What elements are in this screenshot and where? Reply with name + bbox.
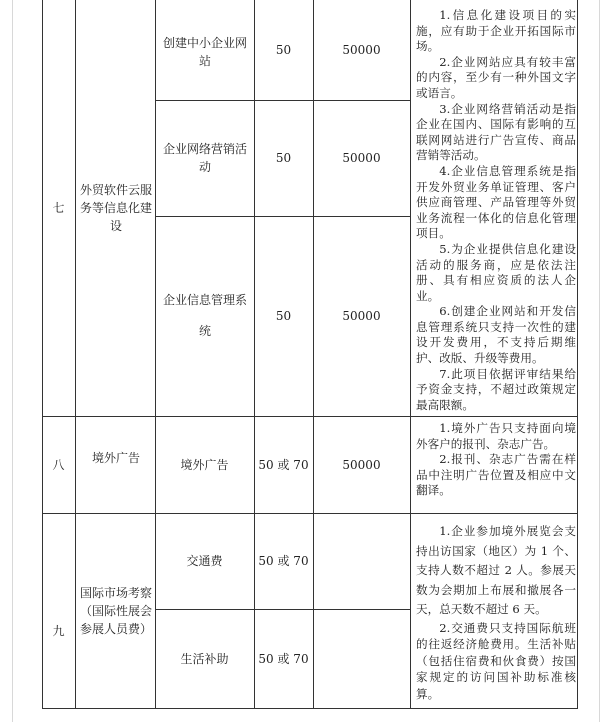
row-9-item-1-cap [313,513,410,609]
row-9-number: 九 [52,623,65,638]
row-7-item-3-name: 企业信息管理系统 [162,292,247,338]
row-9-item-2-name: 生活补助 [180,651,229,666]
row-8-notes [416,421,576,499]
col-line-1 [75,0,76,709]
row-9-note-1: 1.企业参加境外展览会支持出访国家（地区）为 1 个、支持人数不超过 2 人。参展天数为会期加上布展和撤展各一天，总天数不超过 6 天。 [416,524,576,616]
row-8-note-1: 1.境外广告只支持面向境外客户的报刊、杂志广告。 [416,421,576,451]
table-bottom [42,708,578,709]
row-7-notes [416,8,576,413]
row-8-item-1-name: 境外广告 [180,457,229,472]
row-7-note-4: 4.企业信息管理系统是指开发外贸业务单证管理、客户供应商管理、产品管理等外贸业务流程一体化的信息化管理项目。 [416,163,576,241]
col-line-6 [577,0,578,709]
row-9-notes [416,522,576,702]
row-7-note-1: 1.信息化建设项目的实施，应有助于企业开拓国际市场。 [416,8,576,54]
row-9-project: 国际市场考察（国际性展会参展人员费） [80,585,153,636]
row-9-item-1-ratio: 50 或 70 [258,554,309,568]
row-7-number: 七 [52,201,65,215]
row-7-item-2-name: 企业网络营销活动 [162,142,247,174]
row-7-note-2: 2.企业网站应具有较丰富的内容，至少有一种外国文字或语言。 [416,54,576,100]
col-line-5 [410,0,411,709]
row-7-item-2-ratio: 50 [275,151,292,165]
row-8-number: 八 [52,457,65,472]
row-8-note-2: 2.报刊、杂志广告需在样品中注明广告位置及相应中文翻译。 [416,452,576,498]
row-7-note-6: 6.创建企业网站和开发信息管理系统只支持一次性的建设开发费用，不支持后期维护、改版、升级等费用。 [416,304,576,366]
row-7-note-5: 5.为企业提供信息化建设活动的服务商，应是依法注册、具有相应资质的法人企业。 [416,241,576,303]
row-9-item-1-name: 交通费 [186,554,223,568]
row-7-item-1-name: 创建中小企业网站 [162,36,247,68]
row-7-item-3-cap: 50000 [342,309,381,323]
row-7-project: 外贸软件云服务等信息化建设 [80,183,153,233]
row-7-item-2-cap: 50000 [342,151,381,165]
row-7-item-3-ratio: 50 [275,309,292,323]
row-9-note-2: 2.交通费只支持国际航班的往返经济舱费用。生活补贴（包括住宿费和伙食费）按国家规定的访问国补助标准核算。 [416,620,576,701]
row-9-item-2-ratio: 50 或 70 [258,651,309,666]
row-8-item-1-cap: 50000 [342,457,381,472]
row-9-item-2-cap [313,609,410,708]
row-8-item-1-ratio: 50 或 70 [258,457,309,472]
row-8-project: 境外广告 [91,450,140,465]
row-7-note-3: 3.企业网络营销活动是指企业在国内、国际有影响的互联网网站进行广告宣传、商品营销等活动。 [416,101,576,163]
row-7-item-1-ratio: 50 [275,43,292,57]
row-7-item-1-cap: 50000 [342,43,381,57]
row-7-note-7: 7.此项目依据评审结果给予资金支持，不超过政策规定最高限额。 [416,366,576,412]
